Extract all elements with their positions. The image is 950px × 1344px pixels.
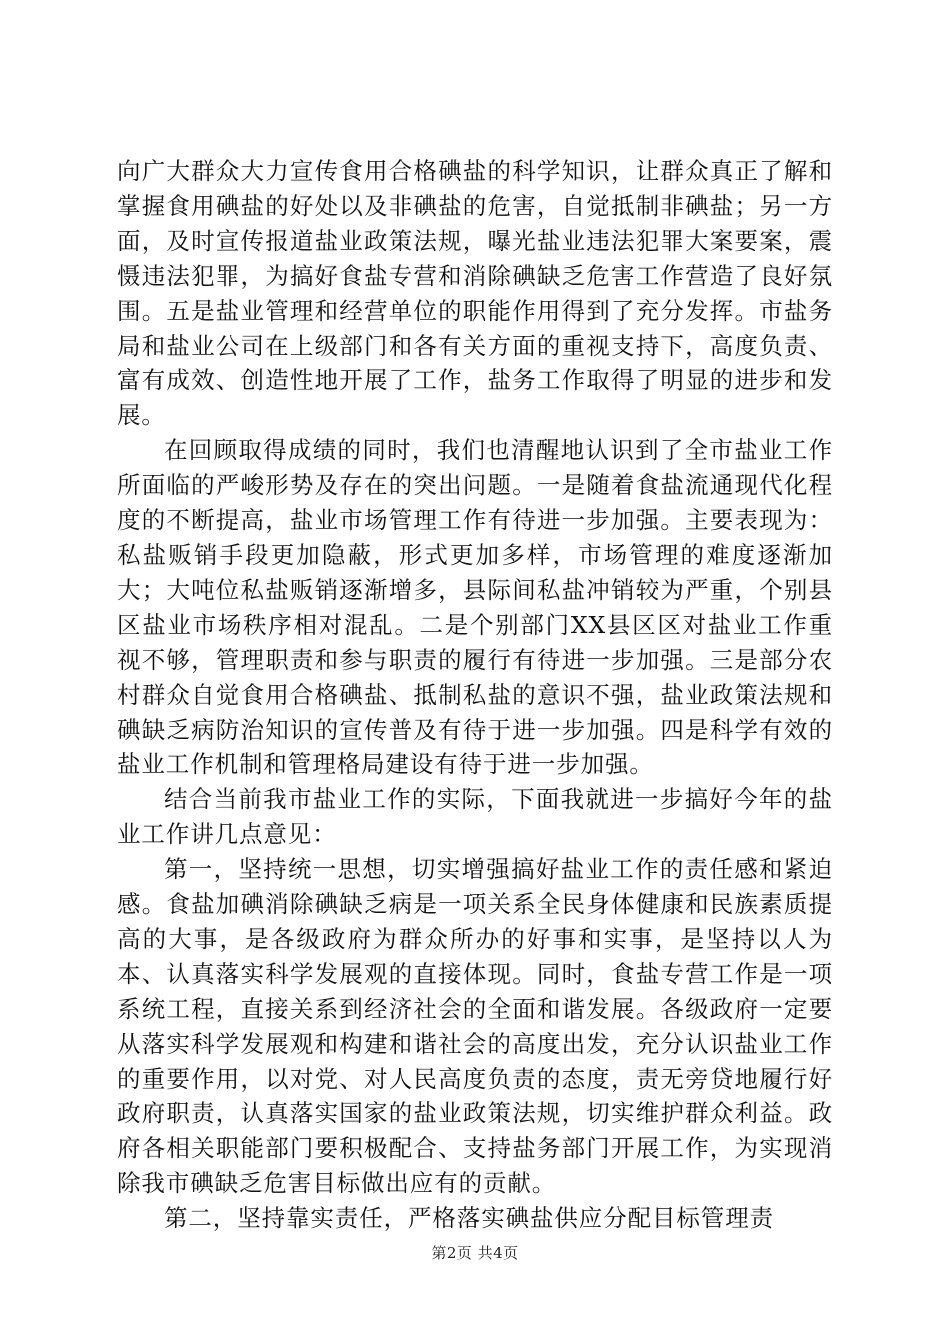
page-footer: 第2页 共4页 (431, 1244, 519, 1262)
paragraph-1: 向广大群众大力宣传食用合格碘盐的科学知识，让群众真正了解和掌握食用碘盐的好处以及非碘盐的危害，自觉抵制非碘盐；另一方面，及时宣传报道盐业政策法规，曝光盐业违法犯罪大案要案，震慑违法犯罪，为搞好食盐专营和消除碘缺乏危害工作营造了良好氛围。五是盐业管理和经营单位的职能作用得到了充分发挥。市盐务局和盐业公司在上级部门和各有关方面的重视支持下，高度负责、富有成效、创造性地开展了工作，盐务工作取得了明显的进步和发展。 (117, 157, 833, 430)
document-body (117, 154, 833, 1236)
paragraph-2: 在回顾取得成绩的同时，我们也清醒地认识到了全市盐业工作所面临的严峻形势及存在的突出问题。一是随着食盐流通现代化程度的不断提高，盐业市场管理工作有待进一步加强。主要表现为：私盐贩销手段更加隐蔽，形式更加多样，市场管理的难度逐渐加大；大吨位私盐贩销逐渐增多，县际间私盐冲销较为严重，个别县区盐业市场秩序相对混乱。二是个别部门XX县区区对盐业工作重视不够，管理职责和参与职责的履行有待进一步加强。三是部分农村群众自觉食用合格碘盐、抵制私盐的意识不强，盐业政策法规和碘缺乏病防治知识的宣传普及有待于进一步加强。四是科学有效的盐业工作机制和管理格局建设有待于进一步加强。 (117, 436, 833, 779)
paragraph-3: 结合当前我市盐业工作的实际，下面我就进一步搞好今年的盐业工作讲几点意见： (117, 785, 833, 849)
paragraph-4: 第一，坚持统一思想，切实增强搞好盐业工作的责任感和紧迫感。食盐加碘消除碘缺乏病是一项关系全民身体健康和民族素质提高的大事，是各级政府为群众所办的好事和实事，是坚持以人为本、认真落实科学发展观的直接体现。同时，食盐专营工作是一项系统工程，直接关系到经济社会的全面和谐发展。各级政府一定要从落实科学发展观和构建和谐社会的高度出发，充分认识盐业工作的重要作用，以对党、对人民高度负责的态度，责无旁贷地履行好政府职责，认真落实国家的盐业政策法规，切实维护群众利益。政府各相关职能部门要积极配合、支持盐务部门开展工作，为实现消除我市碘缺乏危害目标做出应有的贡献。 (117, 855, 833, 1198)
paragraph-5: 第二，坚持靠实责任，严格落实碘盐供应分配目标管理责 (164, 1204, 774, 1233)
